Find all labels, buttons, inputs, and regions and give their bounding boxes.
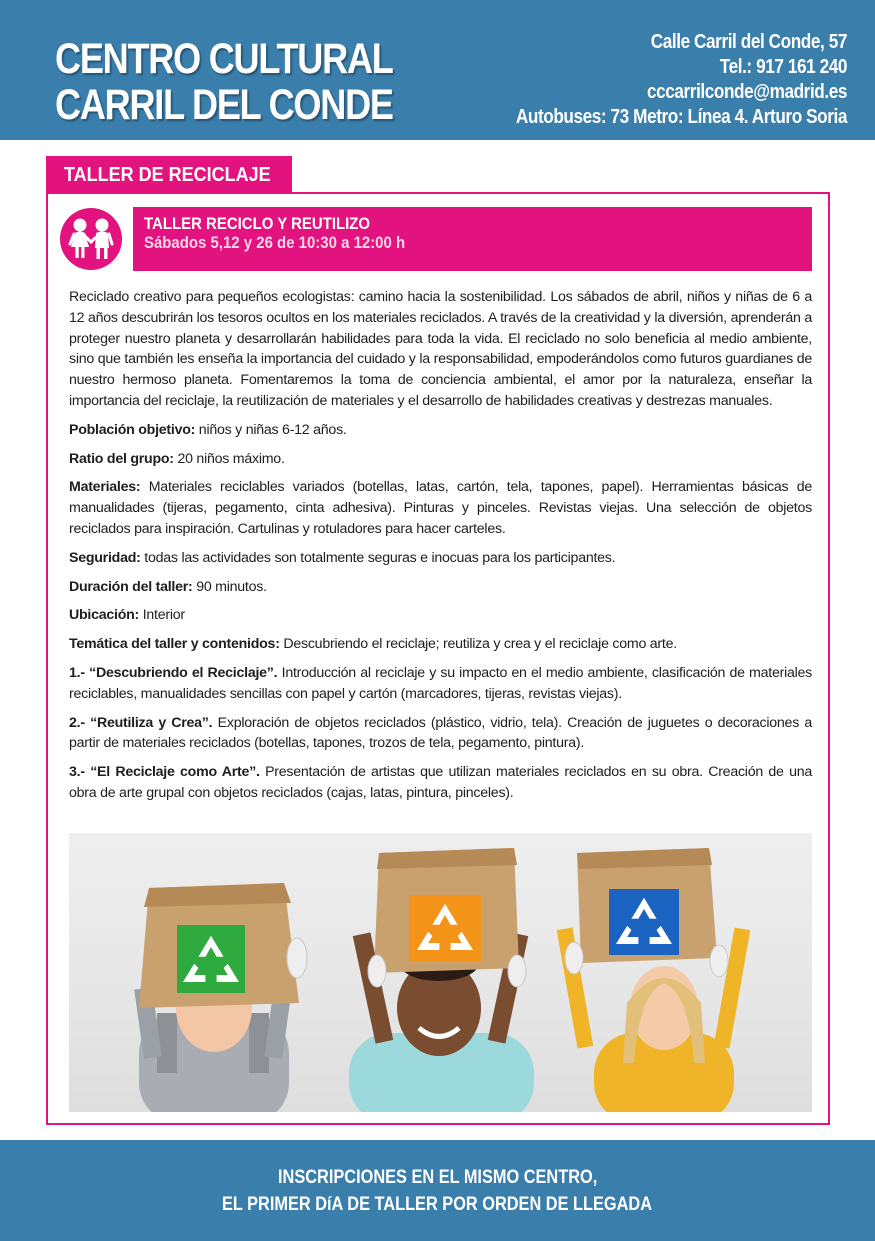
registration-notice	[0, 1164, 875, 1218]
location-line: Ubicación: Interior	[69, 607, 185, 624]
contact-block	[516, 30, 847, 130]
phone-text: Tel.: 917 161 240	[719, 56, 847, 78]
session-item: 3.- “El Reciclaje como Arte”. Presentación de artistas que utilizan materiales reciclados en su obra. Creación de una obra de arte grupal con objetos reciclados (cajas, latas, pintura, pinceles).	[69, 764, 813, 801]
workshop-title: TALLER RECICLO Y REUTILIZO	[144, 214, 371, 233]
registration-line2: EL PRIMER DíA DE TALLER POR ORDEN DE LLEGADA	[222, 1194, 653, 1215]
topics-line: Temática del taller y contenidos: Descubriendo el reciclaje; reutiliza y crea y el reciclaje como arte.	[69, 636, 677, 653]
population-line: Población objetivo: niños y niñas 6-12 años.	[69, 421, 347, 438]
children-icon	[60, 208, 122, 270]
workshop-header	[133, 207, 812, 271]
recycling-kids-photo	[69, 833, 812, 1112]
center-title	[55, 36, 393, 128]
workshop-schedule: Sábados 5,12 y 26 de 10:30 a 12:00 h	[144, 233, 406, 252]
center-title-line1: CENTRO CULTURAL	[55, 35, 393, 83]
duration-line: Duración del taller: 90 minutos.	[69, 578, 267, 595]
description-paragraph: Reciclado creativo para pequeños ecologistas: camino hacia la sostenibilidad. Los sábados de abril, niños y niñas de 6 a 12 años descubrirán los tesoros ocultos en los materiales reciclados. A través de la creatividad y la diversión, aprenderán a proteger nuestro planeta y desarrollarán habilidades para toda la vida. El reciclado no solo beneficia al medio ambiente, sino que también les enseña la importancia del cuidado y la responsabilidad, empoderándolos como futuros guardianes de nuestro hermoso planeta. Fomentaremos la toma de conciencia ambiental, el amor por la naturaleza, enseñar la importancia del reciclaje, la reutilización de materiales y el desarrollo de habilidades creativas y destrezas manuales.	[69, 289, 812, 409]
recycling-boxes-illustration	[69, 833, 812, 1112]
footer-banner	[0, 1140, 875, 1241]
transport-text: Autobuses: 73 Metro: Línea 4. Arturo Soria	[515, 106, 847, 128]
header-banner	[0, 0, 875, 140]
session-item: 2.- “Reutiliza y Crea”. Exploración de objetos reciclados (plástico, vidrio, tela). Creación de juguetes o decoraciones a partir de materiales reciclados (botellas, tapones, trozos de tela, pegamento, pintura).	[69, 714, 812, 752]
registration-line1: INSCRIPCIONES EN EL MISMO CENTRO,	[277, 1167, 598, 1188]
materials-line: Materiales: Materiales reciclables variados (botellas, latas, cartón, tela, tapones, papel). Herramientas básicas de manualidades (tijeras, pegamento, cinta adhesiva). Pinturas y pinceles. Revistas viejas. Una selección de objetos reciclados para inspiración. Cartulinas y rotuladores para hacer carteles.	[69, 479, 812, 537]
address-text: Calle Carril del Conde, 57	[650, 31, 847, 53]
section-label: TALLER DE RECICLAJE	[64, 164, 271, 186]
ratio-line: Ratio del grupo: 20 niños máximo.	[69, 450, 285, 467]
session-item: 1.- “Descubriendo el Reciclaje”. Introducción al reciclaje y su impacto en el medio ambiente, clasificación de materiales reciclables, manualidades sencillas con papel y cartón (marcadores, tijeras, revistas viejas).	[69, 664, 813, 702]
email-text: cccarrilconde@madrid.es	[646, 81, 847, 103]
section-tab	[46, 156, 292, 194]
center-title-line2: CARRIL DEL CONDE	[55, 81, 393, 129]
safety-line: Seguridad: todas las actividades son totalmente seguras e inocuas para los participantes.	[69, 549, 616, 566]
workshop-body	[69, 287, 812, 812]
